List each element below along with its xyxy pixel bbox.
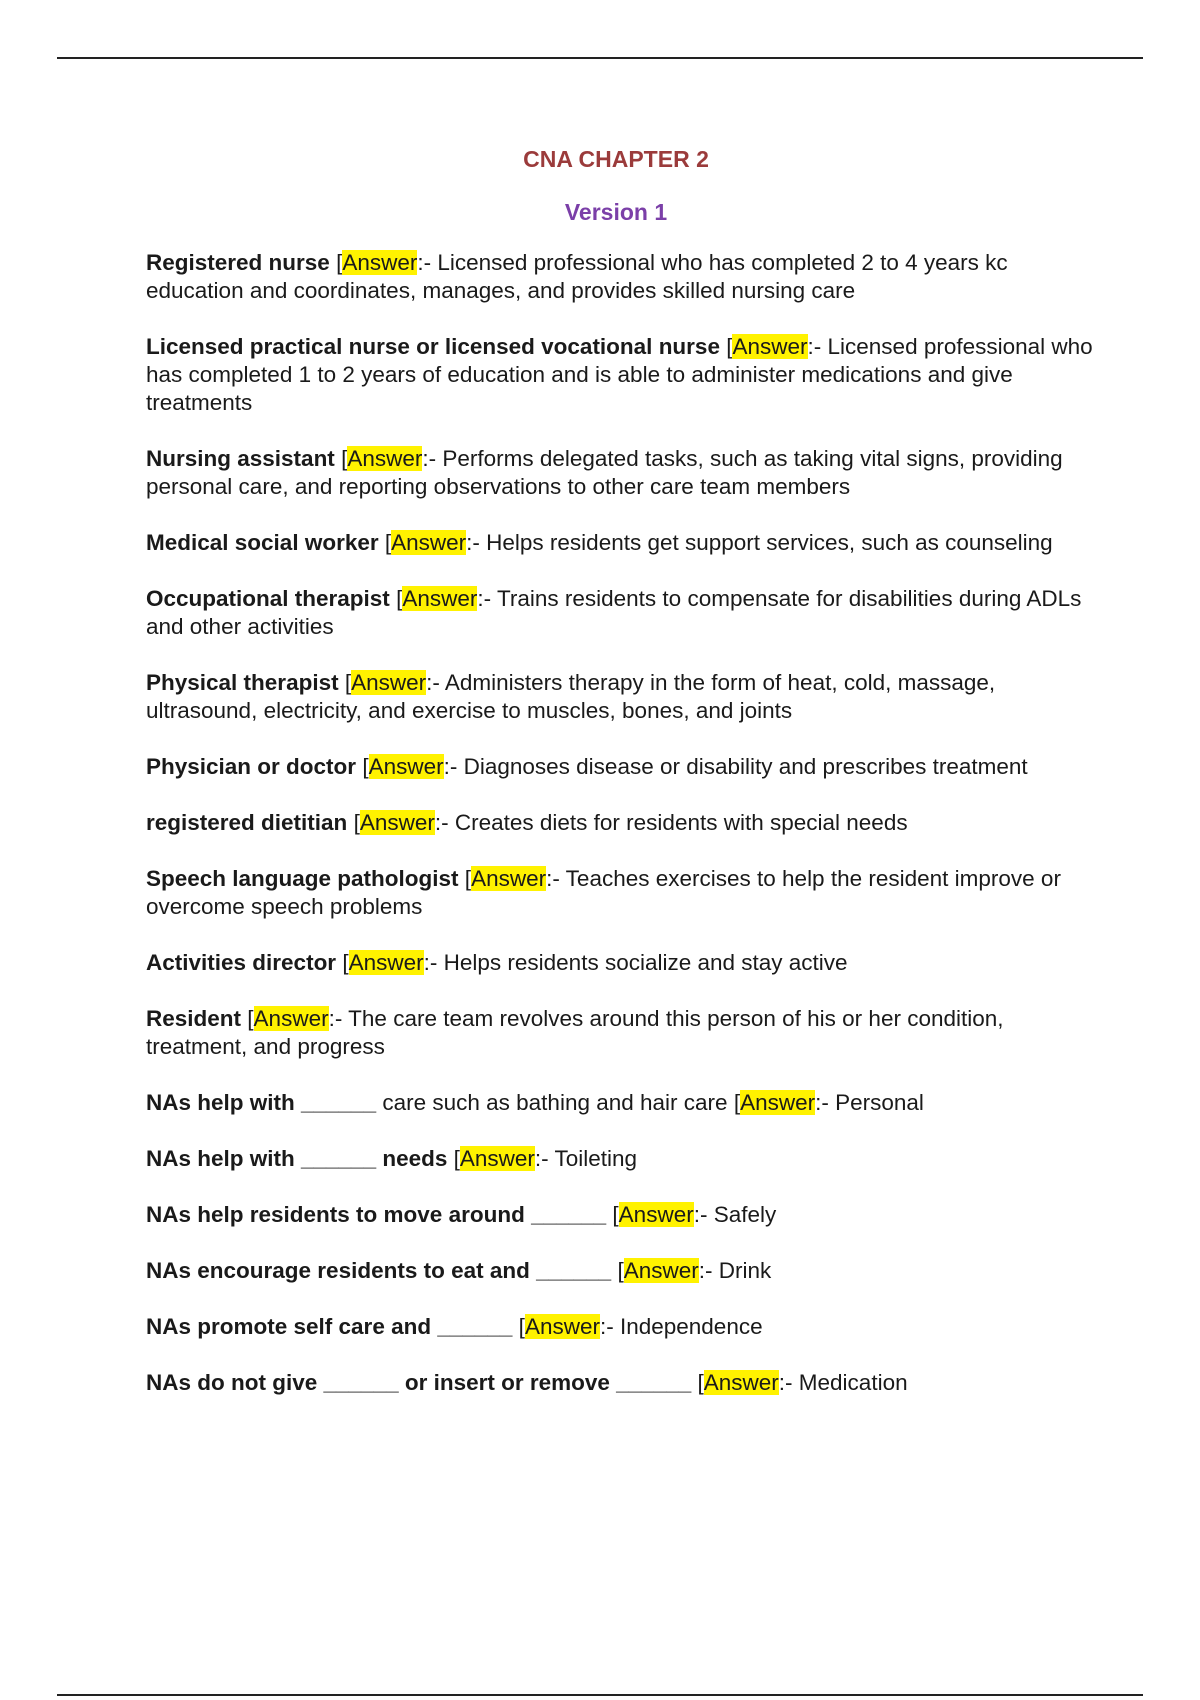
qa-entry: Speech language pathologist [Answer:- Teaches exercises to help the resident improve or overcome speech problems [146, 866, 1061, 919]
qa-entry: Resident [Answer:- The care team revolves around this person of his or her condition, treatment, and progress [146, 1006, 1004, 1059]
qa-entry: Registered nurse [Answer:- Licensed professional who has completed 2 to 4 years kc education and coordinates, manages, and provides skilled nursing care [146, 250, 1008, 303]
qa-entry: Physician or doctor [Answer:- Diagnoses disease or disability and prescribes treatment [146, 754, 1028, 779]
answer-text: :- Trains residents to compensate for disabilities during ADLs and other activities [146, 586, 1082, 639]
answer-text: :- Helps residents socialize and stay active [423, 950, 848, 975]
answer-highlight: Answer [253, 1006, 329, 1031]
term: NAs promote self care and ______ [146, 1314, 513, 1339]
answer-highlight: Answer [348, 950, 424, 975]
term: NAs do not give ______ or insert or remove ______ [146, 1370, 692, 1395]
term: Licensed practical nurse or licensed vocational nurse [146, 334, 720, 359]
answer-text: :- Drink [698, 1258, 772, 1283]
term-continuation: care such as bathing and hair care [376, 1090, 728, 1115]
answer-highlight: Answer [459, 1146, 535, 1171]
bottom-rule [57, 1694, 1143, 1696]
answer-highlight: Answer [524, 1314, 600, 1339]
term: Speech language pathologist [146, 866, 459, 891]
answer-highlight: Answer [471, 866, 547, 891]
answer-text: :- Administers therapy in the form of heat, cold, massage, ultrasound, electricity, and exercise to muscles, bones, and joints [146, 670, 996, 723]
answer-text: :- Toileting [534, 1146, 638, 1171]
answer-text: :- Performs delegated tasks, such as taking vital signs, providing personal care, and reporting observations to other care team members [146, 446, 1063, 499]
answer-highlight: Answer [347, 446, 423, 471]
answer-text: :- Teaches exercises to help the resident improve or overcome speech problems [146, 866, 1061, 919]
qa-entry: Activities director [Answer:- Helps residents socialize and stay active [146, 950, 848, 975]
term: Physical therapist [146, 670, 339, 695]
term: Nursing assistant [146, 446, 335, 471]
document-title: CNA CHAPTER 2 [523, 146, 709, 172]
qa-entry: NAs do not give ______ or insert or remove ______ [Answer:- Medication [146, 1370, 908, 1395]
answer-highlight: Answer [732, 334, 808, 359]
qa-entry: NAs promote self care and ______ [Answer:- Independence [146, 1314, 763, 1339]
term: NAs help with ______ needs [146, 1146, 448, 1171]
qa-list [146, 249, 1096, 1425]
qa-entry: Licensed practical nurse or licensed vocational nurse [Answer:- Licensed professional who has completed 1 to 2 years of education and is able to administer medications and give treatments [146, 334, 1093, 415]
answer-highlight: Answer [402, 586, 478, 611]
term: NAs encourage residents to eat and ______ [146, 1258, 612, 1283]
answer-highlight: Answer [618, 1202, 694, 1227]
term: Resident [146, 1006, 242, 1031]
answer-highlight: Answer [703, 1370, 779, 1395]
answer-text: :- Licensed professional who has completed 1 to 2 years of education and is able to administer medications and give treatments [146, 334, 1093, 415]
answer-highlight: Answer [351, 670, 427, 695]
answer-text: :- The care team revolves around this person of his or her condition, treatment, and progress [146, 1006, 1004, 1059]
qa-entry: Medical social worker [Answer:- Helps residents get support services, such as counseling [146, 530, 1053, 555]
answer-text: :- Licensed professional who has completed 2 to 4 years kc education and coordinates, manages, and provides skilled nursing care [146, 250, 1008, 303]
answer-text: :- Safely [693, 1202, 777, 1227]
answer-text: :- Personal [815, 1090, 924, 1115]
term: Registered nurse [146, 250, 330, 275]
answer-highlight: Answer [368, 754, 444, 779]
qa-entry: Occupational therapist [Answer:- Trains residents to compensate for disabilities during ADLs and other activities [146, 586, 1082, 639]
term: NAs help residents to move around ______ [146, 1202, 607, 1227]
term: Medical social worker [146, 530, 379, 555]
qa-entry: registered dietitian [Answer:- Creates diets for residents with special needs [146, 810, 908, 835]
answer-highlight: Answer [740, 1090, 816, 1115]
qa-entry: NAs help with ______ care such as bathing and hair care [Answer:- Personal [146, 1090, 924, 1115]
term: Physician or doctor [146, 754, 357, 779]
term: Activities director [146, 950, 337, 975]
answer-text: :- Medication [778, 1370, 908, 1395]
qa-entry: NAs help residents to move around ______ [Answer:- Safely [146, 1202, 777, 1227]
term: Occupational therapist [146, 586, 390, 611]
qa-entry: Nursing assistant [Answer:- Performs delegated tasks, such as taking vital signs, providing personal care, and reporting observations to other care team members [146, 446, 1063, 499]
answer-highlight: Answer [623, 1258, 699, 1283]
term: registered dietitian [146, 810, 348, 835]
answer-highlight: Answer [391, 530, 467, 555]
answer-text: :- Creates diets for residents with special needs [434, 810, 908, 835]
answer-highlight: Answer [359, 810, 435, 835]
term: NAs help with ______ [146, 1090, 377, 1115]
top-rule [57, 57, 1143, 59]
answer-highlight: Answer [342, 250, 418, 275]
qa-entry: NAs encourage residents to eat and ______ [Answer:- Drink [146, 1258, 772, 1283]
qa-entry: NAs help with ______ needs [Answer:- Toileting [146, 1146, 638, 1171]
answer-text: :- Helps residents get support services, such as counseling [466, 530, 1053, 555]
qa-entry: Physical therapist [Answer:- Administers therapy in the form of heat, cold, massage, ultrasound, electricity, and exercise to muscles, bones, and joints [146, 670, 996, 723]
answer-text: :- Independence [599, 1314, 763, 1339]
answer-text: :- Diagnoses disease or disability and prescribes treatment [443, 754, 1028, 779]
document-version: Version 1 [564, 199, 668, 225]
